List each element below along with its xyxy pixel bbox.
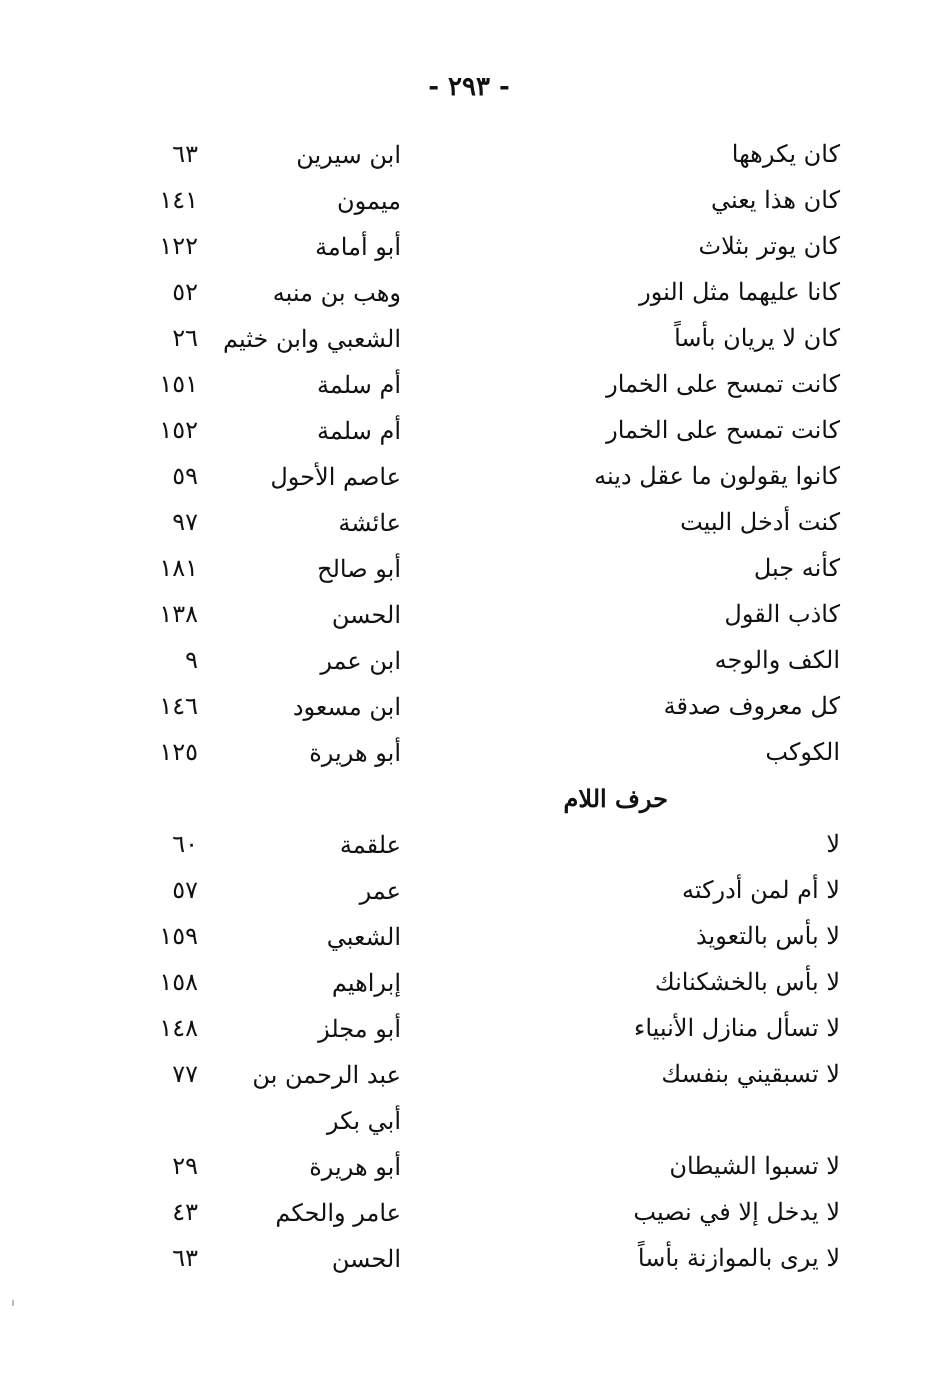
hadith-phrase: كنت أدخل البيت <box>680 508 840 536</box>
hadith-phrase: لا بأس بالتعويذ <box>695 922 840 950</box>
hadith-phrase: الكف والوجه <box>714 646 840 674</box>
hadith-phrase: كان يكرهها <box>731 140 840 168</box>
hadith-phrase: لا تسبوا الشيطان <box>669 1152 840 1180</box>
narrator-name: ميمون <box>337 187 401 215</box>
narrator-name: الشعبي <box>326 923 401 951</box>
narrator-name: عمر <box>359 877 401 905</box>
page-reference: ١٢٢ <box>159 232 198 260</box>
page-reference: ١٣٨ <box>159 600 198 628</box>
narrator-name: أبو مجلز <box>318 1015 401 1043</box>
index-row <box>0 1014 938 1060</box>
narrator-name: أبو صالح <box>317 555 401 583</box>
hadith-phrase: لا تسأل منازل الأنبياء <box>634 1014 840 1042</box>
hadith-phrase: لا <box>826 830 840 858</box>
index-row <box>0 324 938 370</box>
index-row <box>0 600 938 646</box>
index-row <box>0 462 938 508</box>
page-reference: ٤٣ <box>172 1198 198 1226</box>
page-reference: ٦٠ <box>172 830 198 858</box>
narrator-name: ابن عمر <box>320 647 401 675</box>
page-reference: ٥٧ <box>172 876 198 904</box>
narrator-name: أم سلمة <box>317 371 401 399</box>
page-reference: ١٤٦ <box>159 692 198 720</box>
page-number: - ٢٩٣ - <box>428 72 510 102</box>
hadith-phrase: الكوكب <box>765 738 840 766</box>
hadith-phrase: لا بأس بالخشكنانك <box>654 968 840 996</box>
page-reference: ٥٢ <box>172 278 198 306</box>
page-reference: ١٥٢ <box>159 416 198 444</box>
narrator-name: الحسن <box>331 601 401 629</box>
hadith-phrase: كأنه جبل <box>753 554 840 582</box>
hadith-phrase: كان يوتر بثلاث <box>698 232 840 260</box>
index-row <box>0 922 938 968</box>
page-reference: ١٤٨ <box>159 1014 198 1042</box>
index-row <box>0 692 938 738</box>
scan-mark <box>12 1300 14 1306</box>
narrator-name: إبراهيم <box>331 969 401 997</box>
hadith-phrase: كل معروف صدقة <box>663 692 840 720</box>
page-reference: ٢٩ <box>172 1152 198 1180</box>
index-row <box>0 1060 938 1152</box>
index-row <box>0 370 938 416</box>
hadith-phrase: لا تسبقيني بنفسك <box>661 1060 840 1088</box>
narrator-name: أبو هريرة <box>309 1153 401 1181</box>
page-reference: ٩٧ <box>172 508 198 536</box>
page-reference: ٩ <box>185 646 198 674</box>
narrator-name: أبو أمامة <box>315 233 401 261</box>
narrator-name: عاصم الأحول <box>270 463 401 491</box>
hadith-phrase: لا يرى بالموازنة بأساً <box>637 1244 840 1272</box>
section-heading-row <box>0 784 938 830</box>
narrator-name: عائشة <box>338 509 401 537</box>
page-reference: ١٥٨ <box>159 968 198 996</box>
hadith-phrase: لا أم لمن أدركته <box>681 876 840 904</box>
index-row <box>0 232 938 278</box>
index-row <box>0 968 938 1014</box>
page-reference: ٢٦ <box>172 324 198 352</box>
narrator-name: علقمة <box>339 831 401 859</box>
index-row <box>0 1198 938 1244</box>
page-reference: ٦٣ <box>172 1244 198 1272</box>
hadith-phrase: كاذب القول <box>724 600 840 628</box>
index-row <box>0 186 938 232</box>
hadith-phrase: كانا عليهما مثل النور <box>639 278 840 306</box>
narrator-name: ابن مسعود <box>292 693 401 721</box>
index-row <box>0 278 938 324</box>
page-reference: ١٥١ <box>159 370 198 398</box>
hadith-phrase: لا يدخل إلا في نصيب <box>633 1198 840 1226</box>
index-row <box>0 1152 938 1198</box>
hadith-phrase: كانت تمسح على الخمار <box>606 370 840 398</box>
page-reference: ١٥٩ <box>159 922 198 950</box>
page-reference: ٦٣ <box>172 140 198 168</box>
index-row <box>0 738 938 784</box>
narrator-name: أبو هريرة <box>309 739 401 767</box>
index-row <box>0 508 938 554</box>
index-row <box>0 830 938 876</box>
hadith-phrase: كان لا يريان بأساً <box>674 324 840 352</box>
hadith-phrase: كانت تمسح على الخمار <box>606 416 840 444</box>
narrator-name: أم سلمة <box>317 417 401 445</box>
narrator-name: ابن سيرين <box>296 141 401 169</box>
index-list <box>0 140 938 1290</box>
narrator-name: وهب بن منبه <box>272 279 401 307</box>
index-row <box>0 416 938 462</box>
page-reference: ١٨١ <box>159 554 198 582</box>
page-reference: ١٢٥ <box>159 738 198 766</box>
narrator-name: عامر والحكم <box>275 1199 401 1227</box>
page-reference: ٧٧ <box>172 1060 198 1088</box>
page-reference: ١٤١ <box>159 186 198 214</box>
page-reference: ٥٩ <box>172 462 198 490</box>
index-row <box>0 1244 938 1290</box>
index-row <box>0 140 938 186</box>
index-row <box>0 876 938 922</box>
narrator-name: الشعبي وابن خثيم <box>223 325 401 353</box>
index-row <box>0 554 938 600</box>
narrator-name: الحسن <box>331 1245 401 1273</box>
section-heading: حرف اللام <box>563 784 668 813</box>
hadith-phrase: كانوا يقولون ما عقل دينه <box>594 462 840 490</box>
index-row <box>0 646 938 692</box>
hadith-phrase: كان هذا يعني <box>710 186 840 214</box>
narrator-name: عبد الرحمن بن أبي بكر <box>252 1061 401 1135</box>
